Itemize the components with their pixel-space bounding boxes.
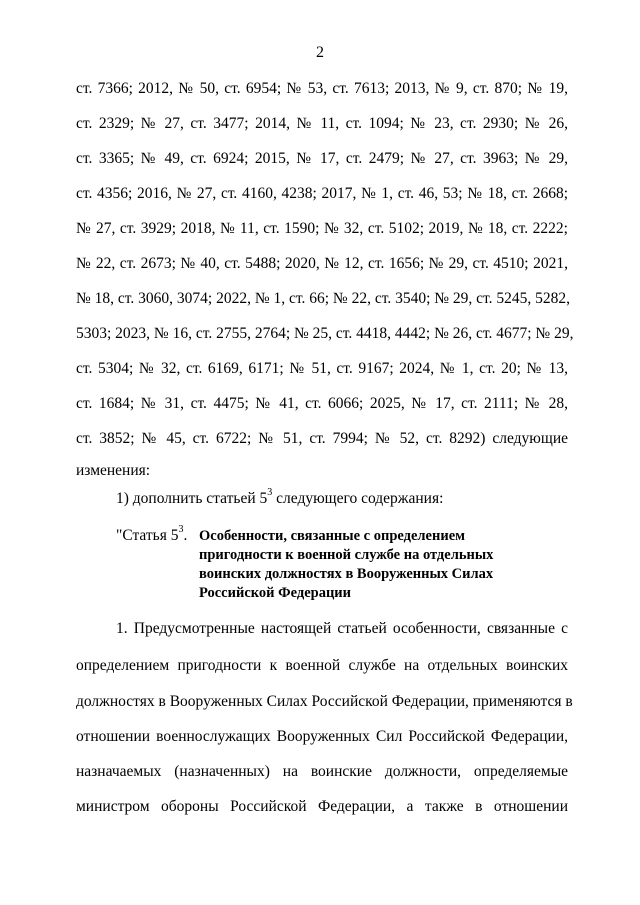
body-line: назначаемых (назначенных) на воинские должности, определяемые [76,763,568,780]
article-label-dot: . [183,527,188,544]
article-title-line: воинских должностях в Вооруженных Силах [199,566,494,582]
citation-line: ст. 3365; № 49, ст. 6924; 2015, № 17, ст. 2479; № 27, ст. 3963; № 29, [76,150,568,167]
citation-line: ст. 2329; № 27, ст. 3477; 2014, № 11, ст. 1094; № 23, ст. 2930; № 26, [76,115,568,132]
body-line: определением пригодности к военной службе на отдельных воинских [76,657,568,674]
body-line: отношении военнослужащих Вооруженных Сил Российской Федерации, [76,728,568,745]
amendment-text-end: следующего содержания: [272,490,444,507]
article-title [199,527,559,603]
amendment-text: 1) дополнить статьей 5 [116,490,268,507]
citation-line: ст. 3852; № 45, ст. 6722; № 51, ст. 7994; № 52, ст. 8292) следующие [76,430,568,447]
article-label [116,523,188,545]
body-line: 1. Предусмотренные настоящей статьей особенности, связанные с [116,620,568,637]
citation-line: ст. 5304; № 32, ст. 6169, 6171; № 51, ст. 9167; 2024, № 1, ст. 20; № 13, [76,360,568,377]
article-title-line: Российской Федерации [199,585,352,601]
citation-line: ст. 4356; 2016, № 27, ст. 4160, 4238; 2017, № 1, ст. 46, 53; № 18, ст. 2668; [76,185,568,202]
citation-line: № 18, ст. 3060, 3074; 2022, № 1, ст. 66; № 22, ст. 3540; № 29, ст. 5245, 5282, [76,290,571,307]
citation-line: изменения: [76,462,151,479]
body-line: министром обороны Российской Федерации, а также в отношении [76,798,568,815]
citation-line: № 22, ст. 2673; № 40, ст. 5488; 2020, № 12, ст. 1656; № 29, ст. 4510; 2021, [76,255,568,272]
article-title-line: пригодности к военной службе на отдельных [199,547,494,563]
body-line: должностях в Вооруженных Силах Российской Федерации, применяются в [76,693,573,710]
citation-line: № 27, ст. 3929; 2018, № 11, ст. 1590; № 32, ст. 5102; 2019, № 18, ст. 2222; [76,220,568,237]
article-label-text: "Статья 5 [116,527,179,544]
article-label-superscript: 3 [178,523,184,535]
amendment-superscript: 3 [267,486,273,498]
citation-line: ст. 1684; № 31, ст. 4475; № 41, ст. 6066; 2025, № 17, ст. 2111; № 28, [76,395,568,412]
citation-line: ст. 7366; 2012, № 50, ст. 6954; № 53, ст. 7613; 2013, № 9, ст. 870; № 19, [76,80,568,97]
amendment-item [116,486,444,508]
article-title-line: Особенности, связанные с определением [199,528,466,544]
citation-line: 5303; 2023, № 16, ст. 2755, 2764; № 25, ст. 4418, 4442; № 26, ст. 4677; № 29, [76,325,574,342]
page-number: 2 [316,44,324,61]
